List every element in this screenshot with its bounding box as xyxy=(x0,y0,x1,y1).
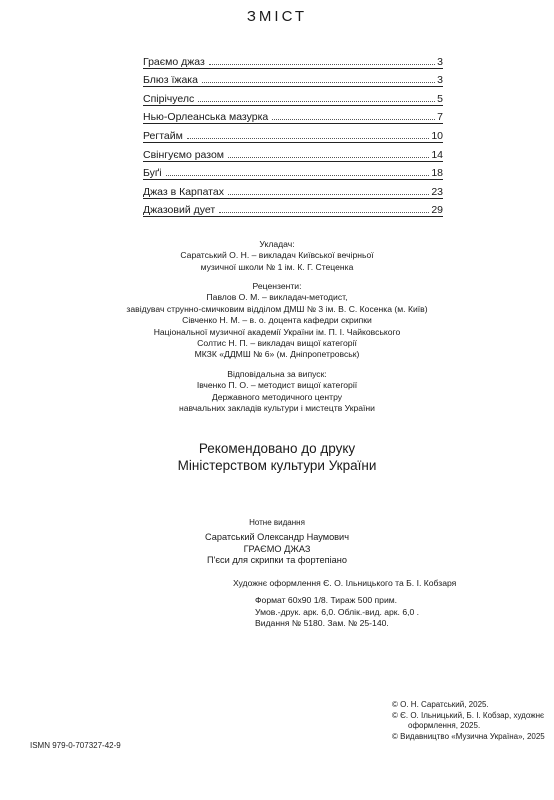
toc-item xyxy=(143,50,443,69)
compiler-block xyxy=(0,239,554,273)
toc-item-page: 23 xyxy=(431,185,443,198)
toc-leader xyxy=(272,118,435,120)
reviewers-heading: Рецензенти: xyxy=(252,281,302,291)
toc-item xyxy=(143,180,443,199)
recommendation-block xyxy=(0,440,554,474)
copyright-line: © О. Н. Саратський, 2025. xyxy=(392,700,489,709)
toc-leader xyxy=(209,63,435,65)
toc-item-title: Джаз в Карпатах xyxy=(143,185,224,198)
recommendation-line: Міністерством культури України xyxy=(177,458,377,473)
toc-item-title: Граємо джаз xyxy=(143,55,205,68)
book-info xyxy=(0,532,554,567)
toc-item-page: 10 xyxy=(431,129,443,142)
toc-item-page: 7 xyxy=(437,111,443,124)
toc-item xyxy=(143,199,443,218)
reviewer-line: Сівченко Н. М. – в. о. доцента кафедри скрипки xyxy=(182,315,372,326)
reviewer-line: завідувач струнно-смичковим відділом ДМШ № 3 ім. В. С. Косенка (м. Київ) xyxy=(126,303,428,314)
recommendation-line: Рекомендовано до друку xyxy=(198,441,356,456)
book-subtitle: П'єси для скрипки та фортепіано xyxy=(207,555,347,565)
toc-item xyxy=(143,124,443,143)
toc-leader xyxy=(228,156,429,158)
toc-item-page: 14 xyxy=(431,148,443,161)
toc-item-title: Свінгуємо разом xyxy=(143,148,225,161)
toc-leader xyxy=(198,100,435,102)
isbn: ISMN 979-0-707327-42-9 xyxy=(30,741,121,750)
responsible-heading: Відповідальна за випуск: xyxy=(227,369,327,379)
toc-item-page: 29 xyxy=(431,204,443,217)
toc-item-title: Буґі xyxy=(143,167,162,180)
toc-leader xyxy=(202,81,435,83)
toc-item-page: 5 xyxy=(437,92,443,105)
print-spec-line: Видання № 5180. Зам. № 25-140. xyxy=(255,618,389,629)
toc-item-page: 3 xyxy=(437,55,443,68)
compiler-line: музичної школи № 1 ім. К. Г. Стеценка xyxy=(200,261,354,272)
copyright-line-continued: оформлення, 2025. xyxy=(408,721,481,731)
page-title: ЗМІСТ xyxy=(246,8,308,25)
toc-item xyxy=(143,87,443,106)
design-credit: Художнє оформлення Є. О. Ільницького та Б. І. Кобзаря xyxy=(233,578,457,588)
toc-item-title: Спірічуелс xyxy=(143,92,195,105)
copyright-line: © Є. О. Ільницький, Б. І. Кобзар, художнє xyxy=(392,710,545,720)
toc-leader xyxy=(228,193,429,195)
toc-leader xyxy=(166,174,430,176)
toc-leader xyxy=(219,211,429,213)
responsible-block xyxy=(0,369,554,415)
toc-item xyxy=(143,106,443,125)
toc-item-page: 18 xyxy=(431,167,443,180)
edition-type xyxy=(0,517,554,528)
reviewer-line: Солтис Н. П. – викладач вищої категорії xyxy=(197,338,357,349)
toc-leader xyxy=(187,137,429,139)
toc-item-title: Джазовий дует xyxy=(143,204,216,217)
responsible-line: Державного методичного центру xyxy=(211,391,343,402)
toc-item-title: Блюз їжака xyxy=(143,74,198,87)
author-name: Саратський Олександр Наумович xyxy=(205,532,349,542)
reviewer-line: МКЗК «ДДМШ № 6» (м. Дніпропетровськ) xyxy=(194,349,360,360)
reviewer-line: Павлов О. М. – викладач-методист, xyxy=(206,292,348,303)
print-spec-line: Умов.-друк. арк. 6,0. Облік.-вид. арк. 6,0 . xyxy=(255,606,420,617)
copyright-block xyxy=(392,700,554,742)
copyright-line: © Видавництво «Музична Україна», 2025 xyxy=(392,731,545,741)
toc-item-page: 3 xyxy=(437,74,443,87)
toc-item-title: Регтайм xyxy=(143,129,183,142)
table-of-contents xyxy=(143,50,443,217)
toc-item xyxy=(143,143,443,162)
responsible-line: навчальних закладів культури і мистецтв України xyxy=(179,403,375,414)
toc-item xyxy=(143,69,443,88)
compiler-line: Саратський О. Н. – викладач Київської вечірньої xyxy=(180,250,374,261)
responsible-line: Івченко П. О. – методист вищої категорії xyxy=(196,380,358,391)
compiler-heading: Укладач: xyxy=(259,239,295,249)
book-title: ГРАЄМО ДЖАЗ xyxy=(243,543,311,554)
toc-item xyxy=(143,162,443,181)
toc-item-title: Нью-Орлеанська мазурка xyxy=(143,111,269,124)
reviewer-line: Національної музичної академії України ім. П. І. Чайковського xyxy=(153,326,401,337)
reviewers-block xyxy=(0,281,554,361)
edition-type-label: Нотне видання xyxy=(249,518,305,527)
print-spec-line: Формат 60х90 1/8. Тираж 500 прим. xyxy=(255,595,398,606)
imprint-block xyxy=(233,578,456,630)
